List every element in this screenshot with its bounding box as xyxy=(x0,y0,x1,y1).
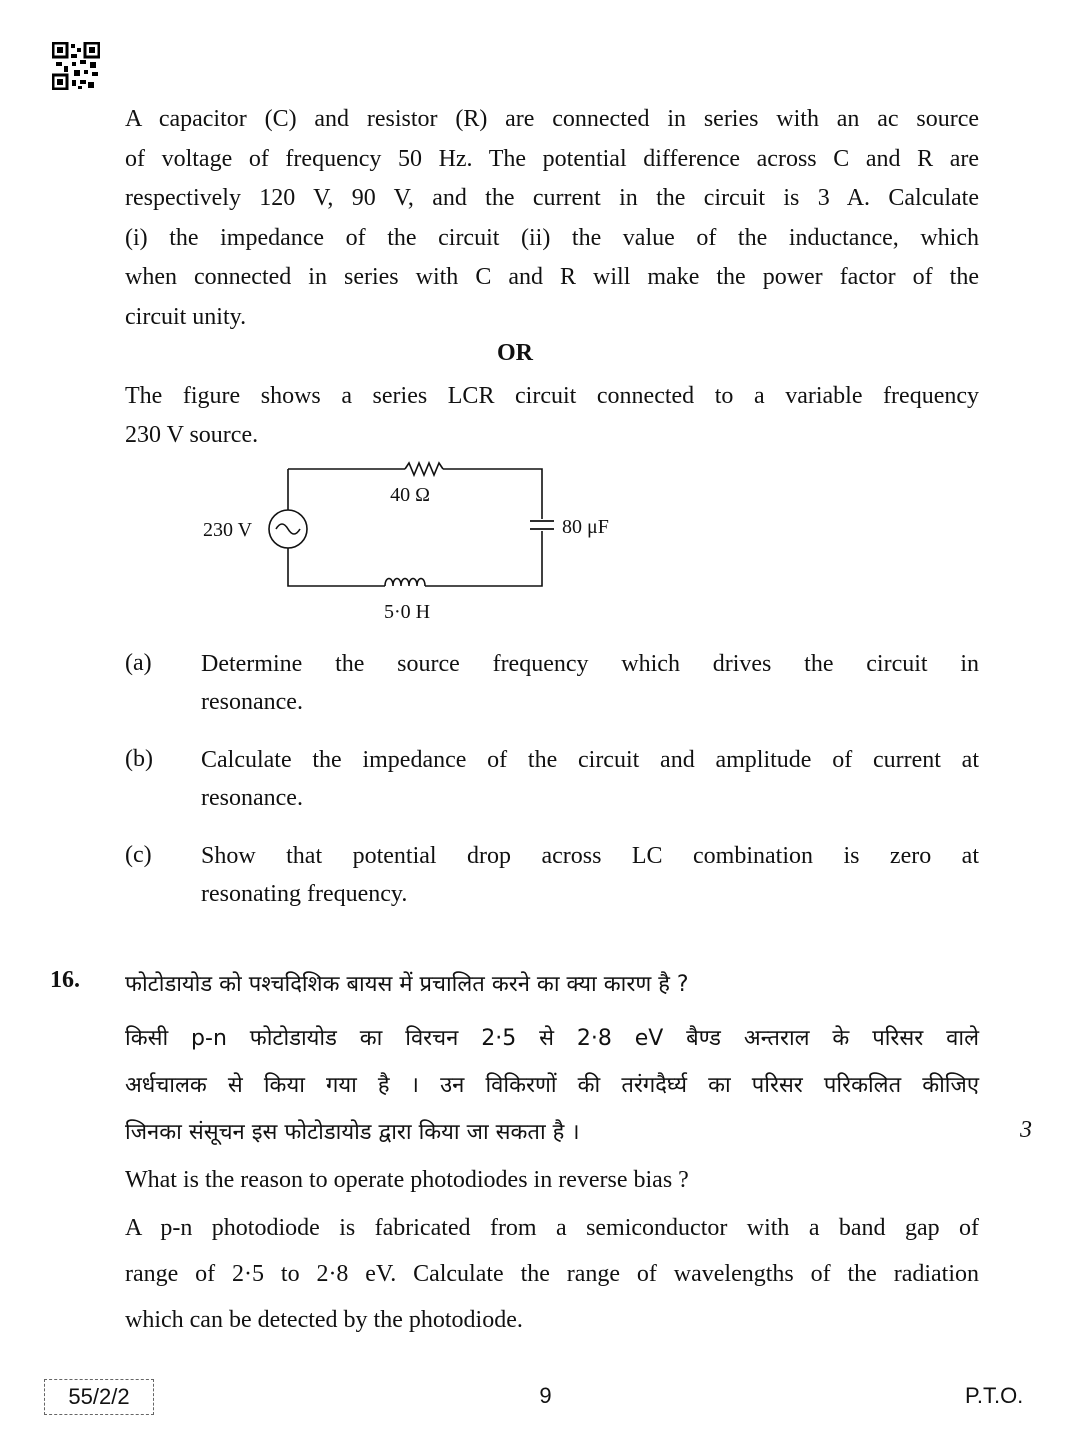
text-line: when connected in series with C and R will make the power factor of the xyxy=(125,264,979,290)
text-line: The figure shows a series LCR circuit connected to a variable frequency xyxy=(125,383,979,409)
item-line: resonating frequency. xyxy=(201,881,408,907)
text-line: respectively 120 V, 90 V, and the current in the circuit is 3 A. Calculate xyxy=(125,185,979,211)
item-line: Show that potential drop across LC combination is zero at xyxy=(201,843,979,869)
item-line: resonance. xyxy=(201,689,303,715)
resistor-label: 40 Ω xyxy=(390,484,430,506)
page-number: 9 xyxy=(539,1383,552,1408)
source-label: 230 V xyxy=(203,519,253,541)
paper-code: 55/2/2 xyxy=(44,1379,154,1415)
hindi-line: अर्धचालक से किया गया है । उन विकिरणों की तरंगदैर्घ्य का परिसर परिकलित कीजिए xyxy=(125,1073,979,1098)
english-line: which can be detected by the photodiode. xyxy=(125,1307,523,1333)
qr-code-icon xyxy=(52,42,100,90)
hindi-line: किसी p-n फोटोडायोड का विरचन 2·5 से 2·8 eV बैण्ड अन्तराल के परिसर वाले xyxy=(125,1026,979,1051)
hindi-line: जिनका संसूचन इस फोटोडायोड द्वारा किया जा सकता है । xyxy=(125,1120,580,1145)
item-label: (b) xyxy=(125,746,153,772)
english-question: What is the reason to operate photodiodes in reverse bias ? xyxy=(125,1167,689,1193)
text-line: A capacitor (C) and resistor (R) are connected in series with an ac source xyxy=(125,106,979,132)
inductor-label: 5·0 H xyxy=(383,601,431,623)
inductor-icon xyxy=(385,579,425,587)
marks-label: 3 xyxy=(1020,1117,1032,1143)
pto-label: P.T.O. xyxy=(965,1383,1024,1408)
text-line: of voltage of frequency 50 Hz. The potential difference across C and R are xyxy=(125,146,979,172)
question-number: 16. xyxy=(50,967,80,993)
item-label: (a) xyxy=(125,650,152,676)
resistor-icon xyxy=(405,463,443,475)
item-line: Calculate the impedance of the circuit and amplitude of current at xyxy=(201,747,979,773)
item-line: Determine the source frequency which drives the circuit in xyxy=(201,651,979,677)
or-separator: OR xyxy=(497,340,533,366)
lcr-circuit-diagram xyxy=(190,455,640,630)
hindi-question: फोटोडायोड को पश्चदिशिक बायस में प्रचालित करने का क्या कारण है ? xyxy=(125,972,689,997)
capacitor-label: 80 μF xyxy=(562,516,609,538)
text-line: 230 V source. xyxy=(125,422,259,448)
item-label: (c) xyxy=(125,842,152,868)
item-line: resonance. xyxy=(201,785,303,811)
text-line: circuit unity. xyxy=(125,304,247,330)
english-line: range of 2·5 to 2·8 eV. Calculate the range of wavelengths of the radiation xyxy=(125,1261,979,1287)
english-line: A p-n photodiode is fabricated from a semiconductor with a band gap of xyxy=(125,1215,979,1241)
text-line: (i) the impedance of the circuit (ii) the value of the inductance, which xyxy=(125,225,979,251)
